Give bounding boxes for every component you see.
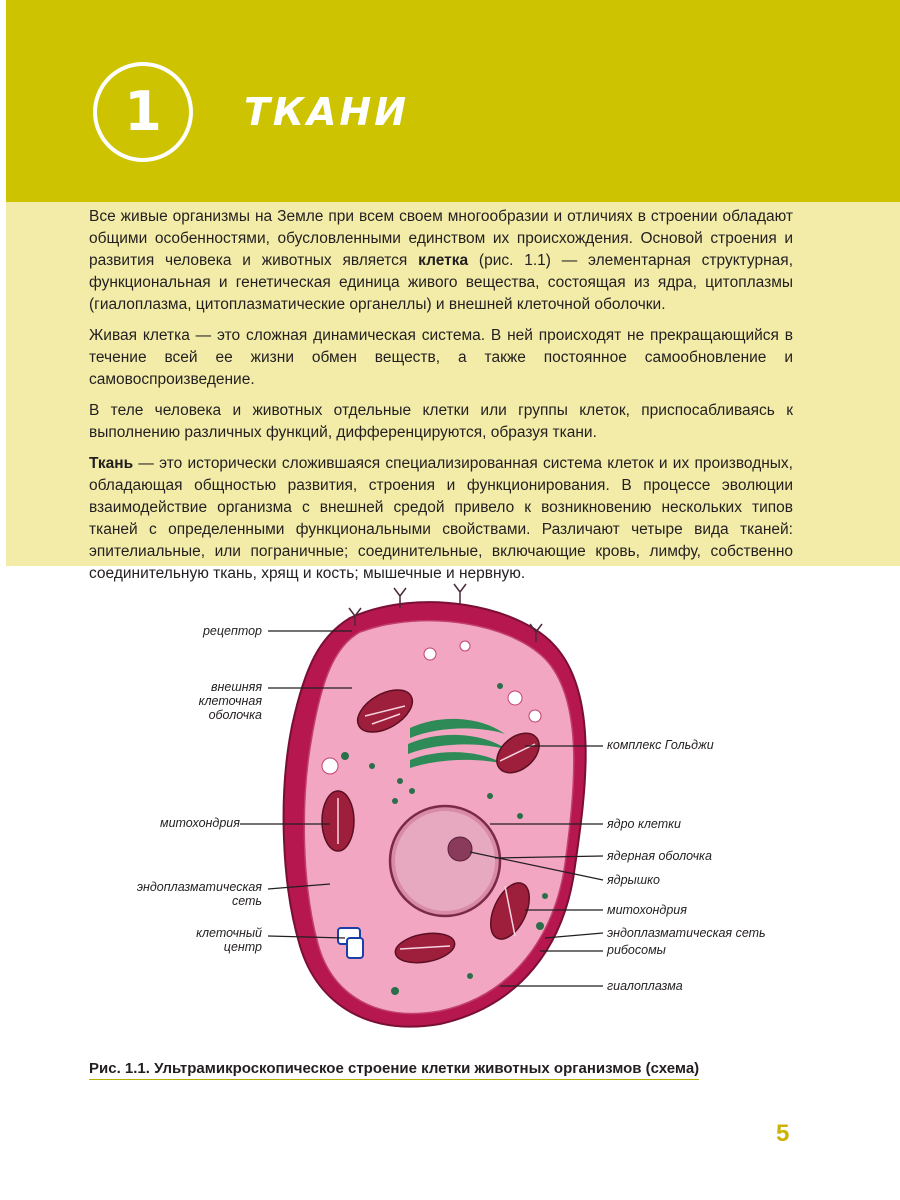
term-cell: клетка <box>418 252 469 269</box>
label-mitochondria-left: митохондрия <box>160 816 240 830</box>
label-er-left: эндоплазматическая сеть <box>136 880 262 908</box>
p4-text: — это исторически сложившаяся специализированная система клеток и их производных, обладающая общностью развития, строения и функционирования. В процессе эволюции взаимодействие организма с внешней средой привело к возникновению нескольких типов тканей с определенными функциональными свойствами. Различают четыре вида тканей: эпителиальные, или пограничные; соединительные, включающие кровь, лимфу, собственно соединительную ткань, хрящ и кость; мышечные и нервную. <box>89 455 793 582</box>
label-golgi: комплекс Гольджи <box>607 738 714 752</box>
intro-text <box>89 206 793 594</box>
paragraph-2: Живая клетка — это сложная динамическая система. В ней происходят не прекращающийся в течение всей ее жизни обмен веществ, а также постоянное самообновление и самовоспроизведение. <box>89 327 793 388</box>
label-ribosomes: рибосомы <box>607 943 666 957</box>
label-nucleolus: ядрышко <box>607 873 660 887</box>
chapter-number-badge <box>93 62 193 162</box>
label-hyaloplasm: гиалоплазма <box>607 979 683 993</box>
cell-figure <box>0 566 900 1046</box>
paragraph-3: В теле человека и животных отдельные клетки или группы клеток, приспосабливаясь к выполнению различных функций, дифференцируются, образуя ткани. <box>89 402 793 441</box>
figure-caption: Рис. 1.1. Ультрамикроскопическое строение клетки животных организмов (схема) <box>89 1060 699 1080</box>
p1-text-b: (рис. 1.1) — элементарная структурная, функциональная и генетическая единица живого вещества, состоящая из ядра, цитоплазмы (гиалоплазма, цитоплазматические органеллы) и внешней клеточной оболочки. <box>89 252 793 313</box>
chapter-number: 1 <box>124 80 162 143</box>
label-outer-membrane: внешняя клеточная оболочка <box>198 680 262 722</box>
label-receptor: рецептор <box>202 624 262 638</box>
term-tissue: Ткань <box>89 455 134 472</box>
page-number: 5 <box>776 1120 790 1147</box>
nucleus <box>395 811 495 911</box>
label-centrosome: клеточный центр <box>196 926 262 954</box>
nucleolus <box>448 837 472 861</box>
label-er-right: эндоплазматическая сеть <box>607 926 766 940</box>
chapter-title: ТКАНИ <box>244 90 409 134</box>
chapter-header <box>6 0 900 202</box>
paragraph-1 <box>89 206 793 316</box>
label-nuclear-envelope: ядерная оболочка <box>607 849 712 863</box>
label-nucleus: ядро клетки <box>607 817 681 831</box>
cell-illustration <box>0 566 900 1046</box>
label-mitochondria-right: митохондрия <box>607 903 687 917</box>
p1-text-a: Все живые организмы на Земле при всем своем многообразии и отличиях в строении обладают общими особенностями, обусловленными единством их происхождения. Основой строения и развития человека и животных является <box>89 208 793 269</box>
